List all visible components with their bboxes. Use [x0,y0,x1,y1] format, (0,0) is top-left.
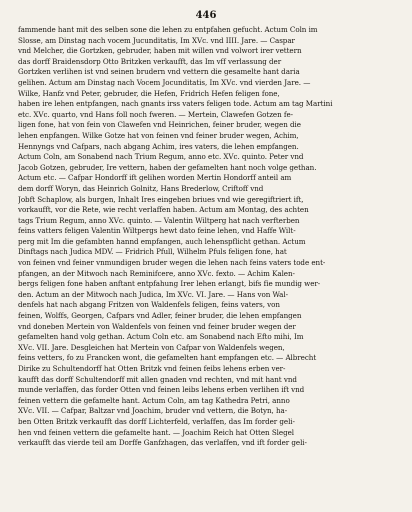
text-line: bergs feligen fone haben anftant entpfahung Irer lehen erlangt, bifs fie mundig wer- [18,279,321,289]
text-line: pfangen, an der Mitwoch nach Reminifcere, anno XVc. fexto. — Achim Kalen- [18,268,295,278]
text-line: Gortzken verlihen ist vnd seinen brudern vnd vettern die gesamelte hant daria [18,67,300,77]
text-line: munde verlaffen, das forder Otten vnd feinen leibs lehens erben verlihen ift vnd [18,385,305,395]
text-line: XVc. VII. Jare. Desgleichen hat Mertein von Cafpar von Waldenfels wegen, [18,342,285,352]
text-line: dem dorff Woryn, das Heinrich Golnitz, Hans Brederlow, Criftoff vnd [18,183,264,193]
text-line: tags Trium Regum, anno XVc. quinto. — Valentin Wiltperg hat nach verfterben [18,215,300,225]
text-line: fammende hant mit des selben sone die lehen zu entpfahen gefucht. Actum Coln im [18,25,318,34]
text-line: feins vetters, fo zu Francken wont, die gefamelten hant empfangen etc. — Albrecht [18,353,317,363]
text-line: denfels hat nach abgang Fritzen von Waldenfels feligen, feins vaters, von [18,300,280,310]
text-line: feinen vettern die gefamelte hant. Actum Coln, am tag Kathedra Petri, anno [18,395,290,405]
text-line: vorkaufft, vor die Rete, wie recht verlaffen haben. Actum am Montag, des achten [18,205,309,215]
text-line: vnd Melcher, die Gortzken, gebruder, haben mit willen vnd volwort irer vettern [18,46,302,56]
text-line: ben Otten Britzk verkaufft das dorff Lichterfeld, verlaffen, das Im forder geli- [18,416,295,426]
text-line: hen vnd feinen vettern die gefamelte hant. — Joachim Reich hat Otten Slegel [18,427,294,437]
text-line: feinen, Wolffs, Georgen, Cafpars vnd Adler, feiner bruder, die lehen empfangen [18,311,302,321]
text-line: etc. XVc. quarto, vnd Hans foll noch fweren. — Mertein, Clawefen Gotzen fe- [18,109,293,119]
text-line: Actum etc. — Cafpar Hondorff ift gelihen worden Mertin Hondorff anteil am [18,173,292,183]
text-line: Actum Coln, am Sonabend nach Trium Regum, anno etc. XVc. quinto. Peter vnd [18,152,304,162]
text-line: gefamelten hand volg gethan. Actum Coln etc. am Sonabend nach Efto mihi, Im [18,332,304,342]
text-line: kaufft das dorff Schultendorff mit allen gnaden vnd rechten, vnd mit hant vnd [18,374,297,384]
text-line: von feinen vnd feiner vnmundigen bruder wegen die lehen nach feins vaters tode ent- [18,258,326,268]
text-line: Hennyngs vnd Cafpars, nach abgang Achim, ires vaters, die lehen empfangen. [18,141,299,151]
text-line: Dinftags nach Judica MDV. — Fridrich Pfull, Wilhelm Pfuls feligen fone, hat [18,247,287,257]
text-line: Jobft Schaplow, als burgen, Inhalt Ires eingeben briues vnd wie geregiftriert ift, [18,194,304,204]
text-body [18,25,396,449]
text-line: verkaufft das vierde teil am Dorffe Ganfzhagen, das verlaffen, vnd ift forder geli- [18,438,307,448]
text-line: das dorff Braidensdorp Otto Britzken verkaufft, das Im vff verlassung der [18,56,282,66]
text-line: haben ire lehen entpfangen, nach gnants irss vaters feligen tode. Actum am tag Martini [18,99,333,109]
text-line: den. Actum an der Mitwoch nach Judica, Im XVc. VI. Jare. — Hans von Wal- [18,289,288,299]
text-line: Dirike zu Schultendorff hat Otten Britzk vnd feinen feibs lehens erben ver- [18,364,286,373]
text-line: gelihen. Actum am Dinstag nach Vocem Jocunditatis, Im XVc. vnd vierden Jare. — [18,77,311,87]
text-line: perg mit Im die gefambten hannd empfangen, auch lehenspflicht gethan. Actum [18,236,306,246]
text-line: Jacob Gotzen, gebruder, Ire vettern, haben der gefamelten hant noch volge gethan. [18,162,317,172]
text-line: feins vatters feligen Valentin Wiltpergs hewt dato feine lehen, vnd Haffe Wilt- [18,226,296,236]
text-line: lehen enpfangen. Wilke Gotze hat von feinen vnd feiner bruder wegen, Achim, [18,130,299,140]
text-line: ligen fone, hat von fein von Clawefen vnd Heinrichen, feiner bruder, wegen die [18,120,301,130]
text-line: Wilke, Hanfz vnd Peter, gebruder, die Hefen, Fridrich Hefen feligen fone, [18,88,280,98]
text-line: vnd doneben Mertein von Waldenfels von feinen vnd feiner bruder wegen der [18,321,296,331]
text-line: Slosse, am Dinstag nach vocem Jucunditatis, Im XVc. vnd IIII. Jare. — Caspar [18,35,295,45]
text-line: XVc. VII. — Cafpar, Baltzar vnd Joachim, bruder vnd vettern, die Botyn, ha- [18,406,288,416]
page-number: 446 [195,10,217,21]
